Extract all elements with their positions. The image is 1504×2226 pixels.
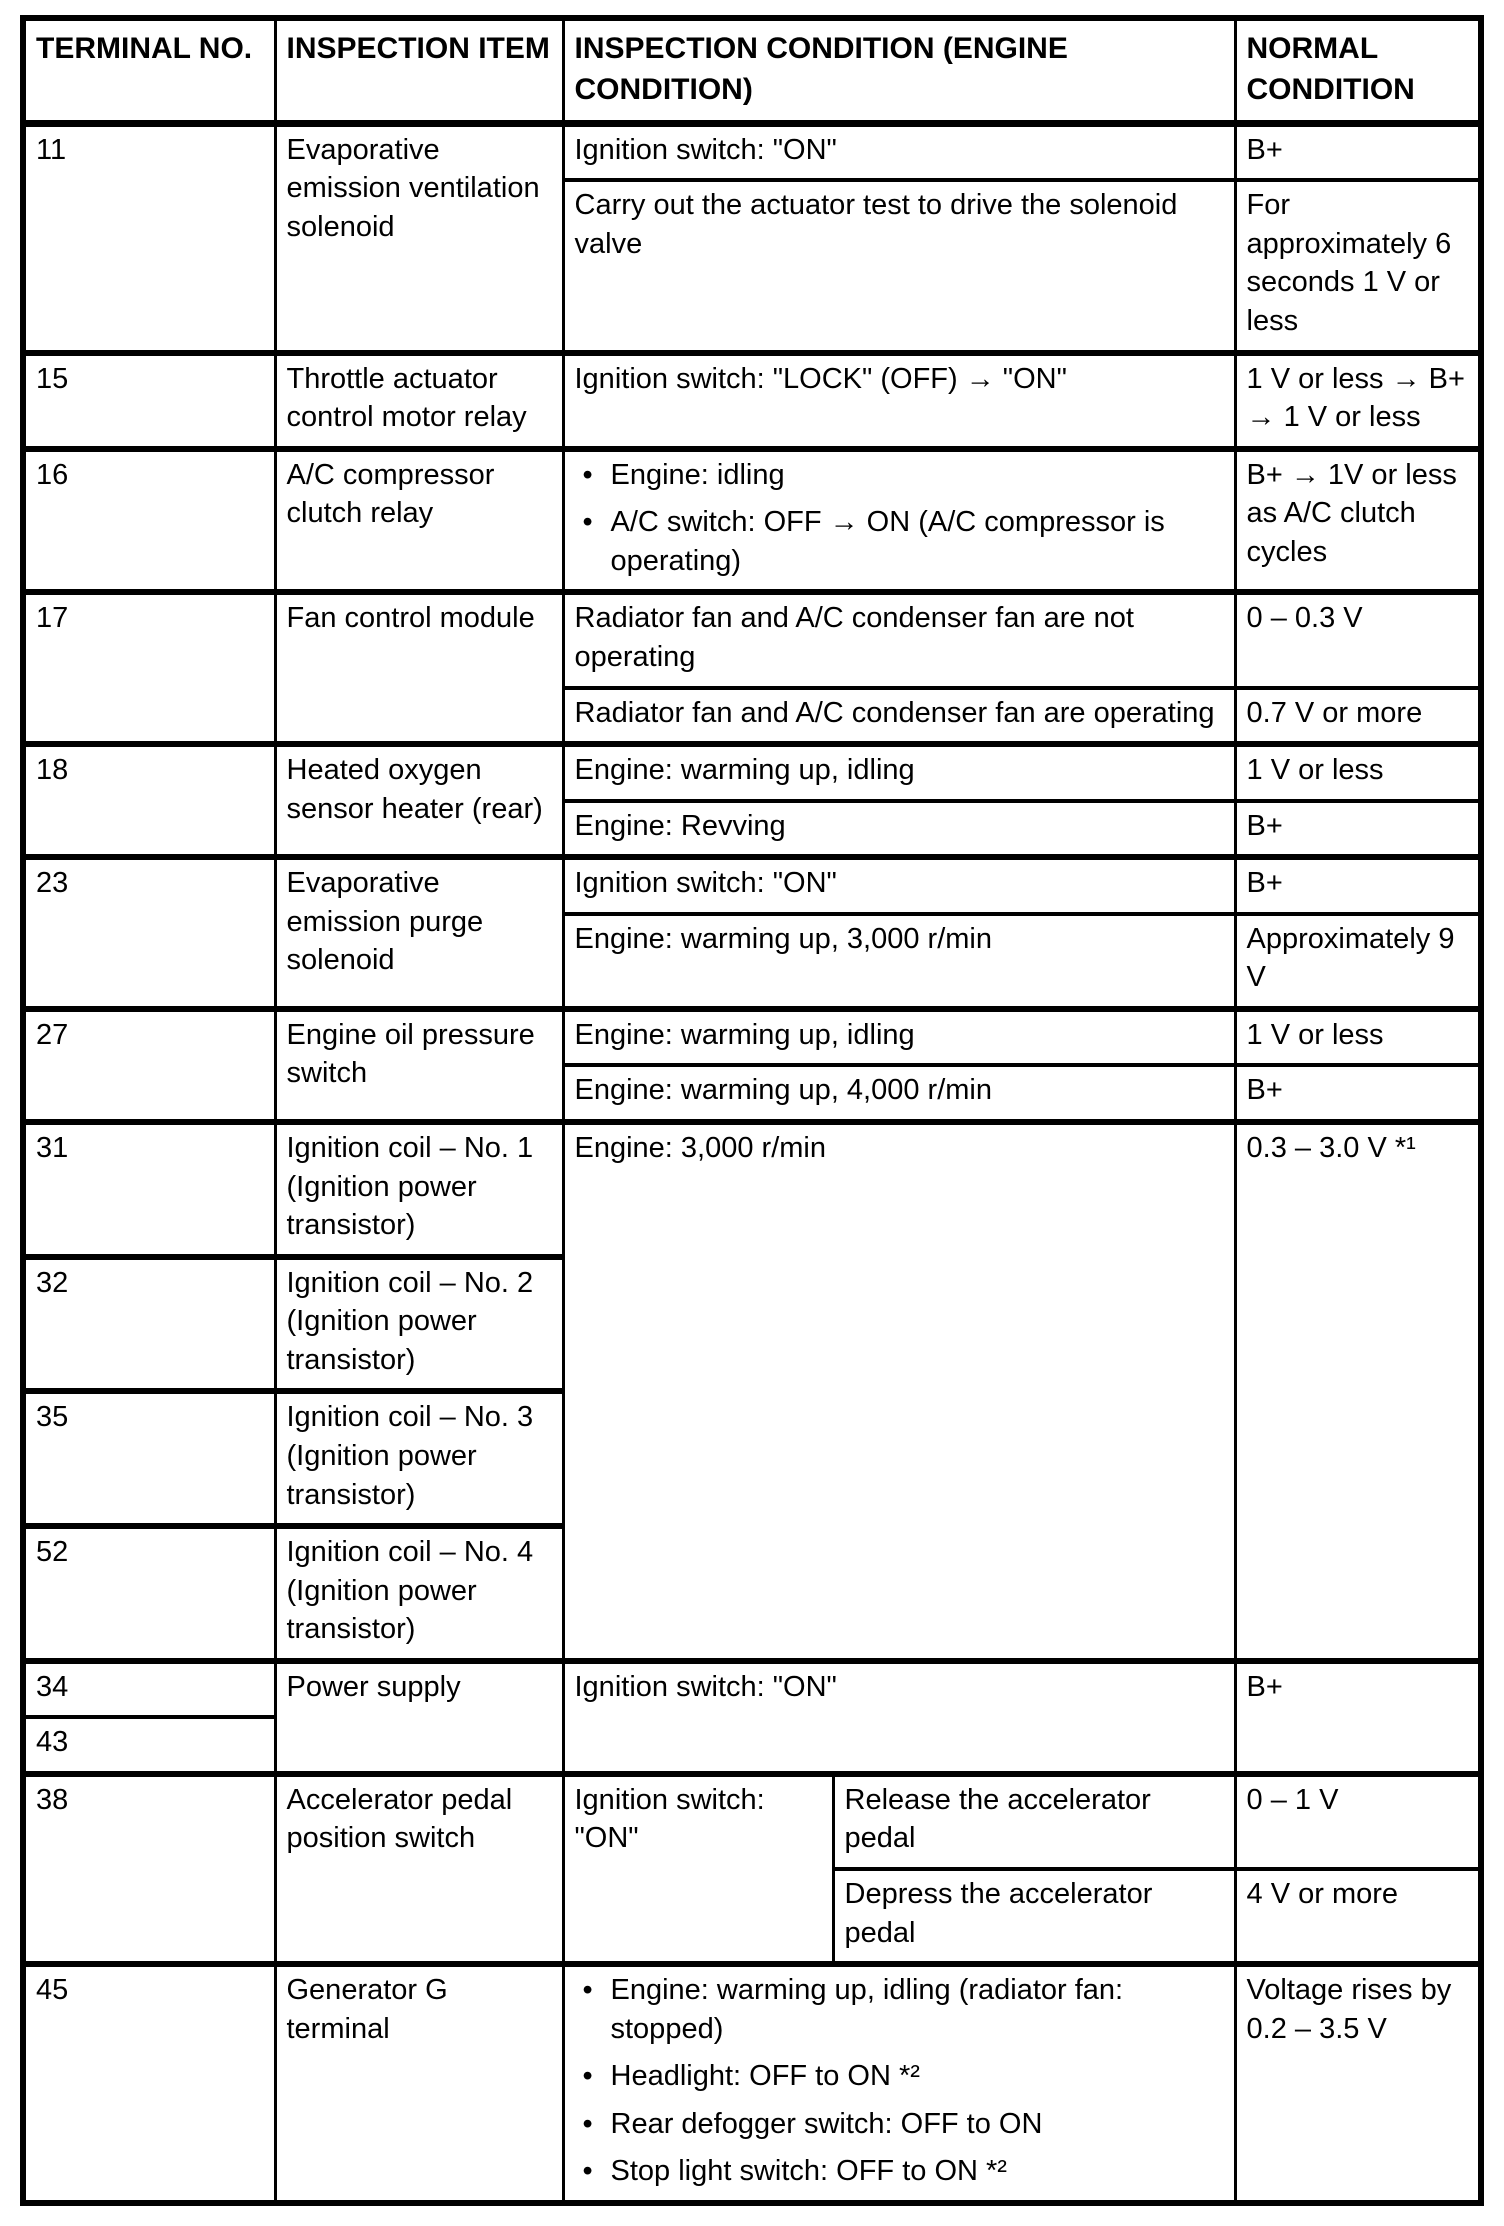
normal-condition-cell: 1 V or less — [1235, 1009, 1481, 1066]
terminal-no-cell: 11 — [23, 123, 275, 352]
terminal-no-cell: 23 — [23, 857, 275, 1009]
normal-condition-cell: 0.7 V or more — [1235, 688, 1481, 745]
row-terminal-17 — [23, 592, 1481, 687]
terminal-no-cell: 35 — [23, 1391, 275, 1526]
inspection-item-cell: Accelerator pedal position switch — [275, 1774, 563, 1964]
normal-condition-cell: 1 V or less — [1235, 744, 1481, 801]
normal-condition-cell: 0.3 – 3.0 V *¹ — [1235, 1122, 1481, 1661]
inspection-item-cell: Ignition coil – No. 4 (Ignition power transistor) — [275, 1526, 563, 1661]
condition-cell: Ignition switch: "ON" — [563, 857, 1235, 914]
header-terminal-no: TERMINAL NO. — [23, 18, 275, 123]
condition-cell: Engine: warming up, 4,000 r/min — [563, 1065, 1235, 1122]
row-terminal-15 — [23, 353, 1481, 449]
row-terminal-45 — [23, 1964, 1481, 2203]
bullet-item: • Engine: warming up, idling (radiator fan: stopped) — [575, 1971, 1224, 2048]
row-terminal-16 — [23, 449, 1481, 593]
normal-condition-cell: B+ — [1235, 857, 1481, 914]
condition-cell: Ignition switch: "ON" — [563, 1661, 1235, 1774]
normal-condition-cell: 0 – 1 V — [1235, 1774, 1481, 1869]
condition-cell: Radiator fan and A/C condenser fan are operating — [563, 688, 1235, 745]
header-row — [23, 18, 1481, 123]
condition-sub-cell: Release the accelerator pedal — [833, 1774, 1235, 1869]
normal-condition-cell: 0 – 0.3 V — [1235, 592, 1481, 687]
inspection-item-cell: Ignition coil – No. 3 (Ignition power transistor) — [275, 1391, 563, 1526]
normal-condition-cell: B+ — [1235, 801, 1481, 858]
terminal-no-cell: 18 — [23, 744, 275, 857]
normal-condition-cell: For approximately 6 seconds 1 V or less — [1235, 180, 1481, 352]
normal-condition-cell: Voltage rises by 0.2 – 3.5 V — [1235, 1964, 1481, 2203]
row-terminal-11 — [23, 123, 1481, 180]
condition-cell: Radiator fan and A/C condenser fan are not operating — [563, 592, 1235, 687]
condition-cell: Engine: warming up, 3,000 r/min — [563, 914, 1235, 1009]
row-terminal-18 — [23, 744, 1481, 801]
condition-cell: Engine: 3,000 r/min — [563, 1122, 1235, 1661]
inspection-item-cell: Fan control module — [275, 592, 563, 744]
inspection-item-cell: Ignition coil – No. 2 (Ignition power transistor) — [275, 1257, 563, 1392]
row-terminal-31 — [23, 1122, 1481, 1257]
bullet-item: • Engine: idling — [575, 456, 1224, 495]
row-terminal-34 — [23, 1661, 1481, 1718]
condition-cell: Ignition switch: "ON" — [563, 1774, 833, 1964]
bullet-item: • Headlight: OFF to ON *² — [575, 2057, 1224, 2096]
condition-cell: Engine: warming up, idling — [563, 744, 1235, 801]
terminal-no-cell: 32 — [23, 1257, 275, 1392]
terminal-no-cell: 31 — [23, 1122, 275, 1257]
terminal-no-cell: 17 — [23, 592, 275, 744]
inspection-item-cell: Throttle actuator control motor relay — [275, 353, 563, 449]
normal-condition-cell: B+ → 1V or less as A/C clutch cycles — [1235, 449, 1481, 593]
bullet-item: • Rear defogger switch: OFF to ON — [575, 2105, 1224, 2144]
condition-cell: Ignition switch: "ON" — [563, 123, 1235, 180]
terminal-no-cell: 43 — [23, 1717, 275, 1774]
terminal-no-cell: 16 — [23, 449, 275, 593]
condition-cell: Carry out the actuator test to drive the solenoid valve — [563, 180, 1235, 352]
condition-cell — [563, 449, 1235, 593]
normal-condition-cell: 1 V or less → B+ → 1 V or less — [1235, 353, 1481, 449]
normal-condition-cell: B+ — [1235, 1065, 1481, 1122]
inspection-item-cell: Evaporative emission ventilation solenoid — [275, 123, 563, 352]
condition-cell — [563, 1964, 1235, 2203]
header-inspection-condition: INSPECTION CONDITION (ENGINE CONDITION) — [563, 18, 1235, 123]
terminal-no-cell: 34 — [23, 1661, 275, 1718]
normal-condition-cell: 4 V or more — [1235, 1869, 1481, 1964]
terminal-no-cell: 38 — [23, 1774, 275, 1964]
bullet-item: • Stop light switch: OFF to ON *² — [575, 2152, 1224, 2191]
terminal-inspection-table — [20, 15, 1484, 2206]
row-terminal-38 — [23, 1774, 1481, 1869]
normal-condition-cell: B+ — [1235, 123, 1481, 180]
terminal-no-cell: 15 — [23, 353, 275, 449]
condition-sub-cell: Depress the accelerator pedal — [833, 1869, 1235, 1964]
inspection-item-cell: Power supply — [275, 1661, 563, 1774]
condition-cell: Engine: Revving — [563, 801, 1235, 858]
inspection-item-cell: Engine oil pressure switch — [275, 1009, 563, 1122]
inspection-item-cell: Ignition coil – No. 1 (Ignition power transistor) — [275, 1122, 563, 1257]
terminal-no-cell: 52 — [23, 1526, 275, 1661]
header-inspection-item: INSPECTION ITEM — [275, 18, 563, 123]
normal-condition-cell: B+ — [1235, 1661, 1481, 1774]
inspection-item-cell: Evaporative emission purge solenoid — [275, 857, 563, 1009]
row-terminal-27 — [23, 1009, 1481, 1066]
bullet-item: • A/C switch: OFF → ON (A/C compressor is operating) — [575, 503, 1224, 580]
inspection-item-cell: Generator G terminal — [275, 1964, 563, 2203]
terminal-no-cell: 45 — [23, 1964, 275, 2203]
row-terminal-23 — [23, 857, 1481, 914]
condition-cell: Ignition switch: "LOCK" (OFF) → "ON" — [563, 353, 1235, 449]
terminal-no-cell: 27 — [23, 1009, 275, 1122]
inspection-item-cell: Heated oxygen sensor heater (rear) — [275, 744, 563, 857]
condition-cell: Engine: warming up, idling — [563, 1009, 1235, 1066]
header-normal-condition: NORMAL CONDITION — [1235, 18, 1481, 123]
normal-condition-cell: Approximately 9 V — [1235, 914, 1481, 1009]
inspection-item-cell: A/C compressor clutch relay — [275, 449, 563, 593]
